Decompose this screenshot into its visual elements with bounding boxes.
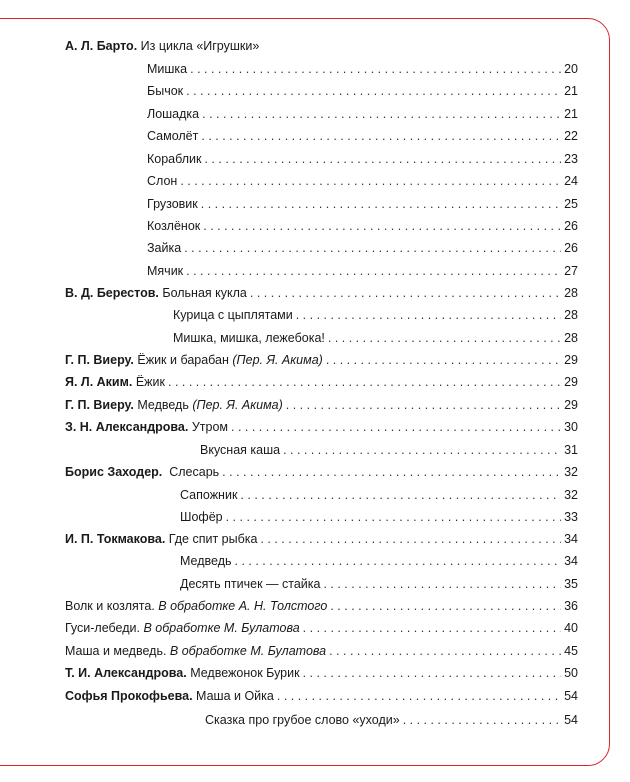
toc-title: Мишка, мишка, лежебока!: [173, 331, 325, 345]
dot-leader: [201, 128, 561, 144]
toc-entry: [65, 620, 578, 636]
toc-title: Вкусная каша: [200, 443, 281, 457]
toc-title: Волк и козлята.: [65, 599, 155, 613]
toc-title: Медведь: [137, 398, 189, 412]
dot-leader: [403, 712, 561, 728]
dot-leader: [240, 487, 561, 503]
toc-title: Лошадка: [147, 107, 200, 121]
toc-title: Грузовик: [147, 197, 198, 211]
toc-title: Медведь: [180, 554, 232, 568]
toc-note: В обработке А. Н. Толстого: [158, 599, 328, 613]
toc-entry: [180, 576, 578, 592]
toc-title: Курица с цыплятами: [173, 308, 293, 322]
toc-entry: [65, 352, 578, 368]
toc-page-number: 20: [564, 62, 578, 76]
toc-title: Кораблик: [147, 152, 202, 166]
dot-leader: [235, 553, 561, 569]
toc-page-number: 21: [564, 84, 578, 98]
toc-title: Больная кукла: [162, 286, 247, 300]
dot-leader: [186, 263, 561, 279]
toc-entry: [65, 531, 578, 547]
toc-page-number: 29: [564, 375, 578, 389]
dot-leader: [323, 576, 561, 592]
toc-author: Софья Прокофьева.: [65, 689, 193, 703]
toc-entry: [173, 330, 578, 346]
toc-entry: [147, 106, 578, 122]
toc-page-number: 30: [564, 420, 578, 434]
toc-entry: [205, 712, 578, 728]
toc-entry: [65, 397, 578, 413]
toc-page-number: 25: [564, 197, 578, 211]
dot-leader: [303, 665, 561, 681]
toc-title: Ёжик и барабан: [137, 353, 229, 367]
dot-leader: [204, 151, 561, 167]
toc-author: З. Н. Александрова.: [65, 420, 189, 434]
dot-leader: [168, 374, 561, 390]
dot-leader: [326, 352, 561, 368]
toc-page-number: 27: [564, 264, 578, 278]
toc-entry: [65, 419, 578, 435]
toc-entry: [65, 598, 578, 614]
toc-page-number: 28: [564, 308, 578, 322]
toc-title: Слесарь: [169, 465, 220, 479]
toc-entry: [147, 173, 578, 189]
toc-author: И. П. Токмакова.: [65, 532, 166, 546]
toc-entry: [65, 285, 578, 301]
toc-author: В. Д. Берестов.: [65, 286, 159, 300]
toc-page-number: 26: [564, 219, 578, 233]
toc-title: Десять птичек — стайка: [180, 577, 321, 591]
toc-entry: [147, 218, 578, 234]
dot-leader: [277, 688, 561, 704]
dot-leader: [260, 531, 561, 547]
toc-title: Мишка: [147, 62, 188, 76]
dot-leader: [201, 196, 561, 212]
toc-title: Козлёнок: [147, 219, 201, 233]
toc-note: В обработке М. Булатова: [169, 644, 327, 658]
toc-page-number: 45: [564, 644, 578, 658]
dot-leader: [330, 598, 561, 614]
toc-entry: [180, 553, 578, 569]
toc-page-number: 28: [564, 331, 578, 345]
toc-entry: [147, 263, 578, 279]
dot-leader: [203, 218, 561, 234]
toc-entry: [147, 240, 578, 256]
toc-author: Г. П. Виеру.: [65, 398, 134, 412]
toc-page-number: 50: [564, 666, 578, 680]
toc-title: Маша и Ойка: [196, 689, 274, 703]
dot-leader: [231, 419, 561, 435]
toc-page-number: 29: [564, 353, 578, 367]
toc-page-number: 40: [564, 621, 578, 635]
toc-page-number: 24: [564, 174, 578, 188]
toc-entry: [173, 307, 578, 323]
dot-leader: [303, 620, 561, 636]
toc-page-number: 28: [564, 286, 578, 300]
toc-entry: [180, 509, 578, 525]
dot-leader: [250, 285, 561, 301]
dot-leader: [286, 397, 561, 413]
toc-title: Мячик: [147, 264, 184, 278]
dot-leader: [296, 307, 561, 323]
toc-entry: [180, 487, 578, 503]
toc-page-number: 29: [564, 398, 578, 412]
toc-note: (Пер. Я. Акима): [192, 398, 283, 412]
dot-leader: [186, 83, 561, 99]
toc-page-number: 34: [564, 554, 578, 568]
toc-title: Маша и медведь.: [65, 644, 167, 658]
toc-page-number: 36: [564, 599, 578, 613]
toc-entry: [147, 151, 578, 167]
toc-entry: [65, 374, 578, 390]
toc-entry: [147, 61, 578, 77]
toc-entry: [147, 128, 578, 144]
toc-note: В обработке М. Булатова: [143, 621, 300, 635]
toc-entry: [65, 464, 578, 480]
dot-leader: [222, 464, 561, 480]
toc-title: Утром: [191, 420, 229, 434]
toc-title: Зайка: [147, 241, 182, 255]
dot-leader: [283, 442, 561, 458]
toc-page-number: 35: [564, 577, 578, 591]
toc-entry: [147, 83, 578, 99]
dot-leader: [180, 173, 561, 189]
toc-title: Сказка про грубое слово «уходи»: [205, 713, 400, 727]
toc-page-number: 22: [564, 129, 578, 143]
dot-leader: [202, 106, 561, 122]
toc-entry: [65, 643, 578, 659]
toc-title: Сапожник: [180, 488, 238, 502]
toc-author: Т. И. Александрова.: [65, 666, 187, 680]
dot-leader: [184, 240, 561, 256]
toc-title: Самолёт: [147, 129, 199, 143]
toc-title: Шофёр: [180, 510, 223, 524]
toc-page-number: 54: [564, 689, 578, 703]
toc-page-number: 21: [564, 107, 578, 121]
toc-entry: [147, 196, 578, 212]
toc-title: Бычок: [147, 84, 184, 98]
toc-author: Борис Заходер.: [65, 465, 163, 479]
dot-leader: [226, 509, 561, 525]
toc-entry: [65, 38, 578, 54]
toc-page-number: 31: [564, 443, 578, 457]
toc-note: (Пер. Я. Акима): [232, 353, 323, 367]
dot-leader: [328, 330, 561, 346]
toc-page-number: 32: [564, 488, 578, 502]
toc-title: Где спит рыбка: [168, 532, 258, 546]
toc-page-number: 33: [564, 510, 578, 524]
toc-page-number: 23: [564, 152, 578, 166]
toc-page-number: 26: [564, 241, 578, 255]
toc-title: Медвежонок Бурик: [190, 666, 300, 680]
toc-title: Гуси-лебеди.: [65, 621, 140, 635]
toc-author: Г. П. Виеру.: [65, 353, 134, 367]
dot-leader: [329, 643, 561, 659]
toc-author: А. Л. Барто.: [65, 39, 138, 53]
toc-page-number: 32: [564, 465, 578, 479]
toc-page-number: 34: [564, 532, 578, 546]
dot-leader: [190, 61, 561, 77]
toc-title: Ёжик: [135, 375, 165, 389]
toc-author: Я. Л. Аким.: [65, 375, 133, 389]
toc-entry: [200, 442, 578, 458]
toc-title: Слон: [147, 174, 178, 188]
toc-entry: [65, 665, 578, 681]
toc-entry: [65, 688, 578, 704]
toc-title: Из цикла «Игрушки»: [140, 39, 260, 53]
toc-page-number: 54: [564, 713, 578, 727]
